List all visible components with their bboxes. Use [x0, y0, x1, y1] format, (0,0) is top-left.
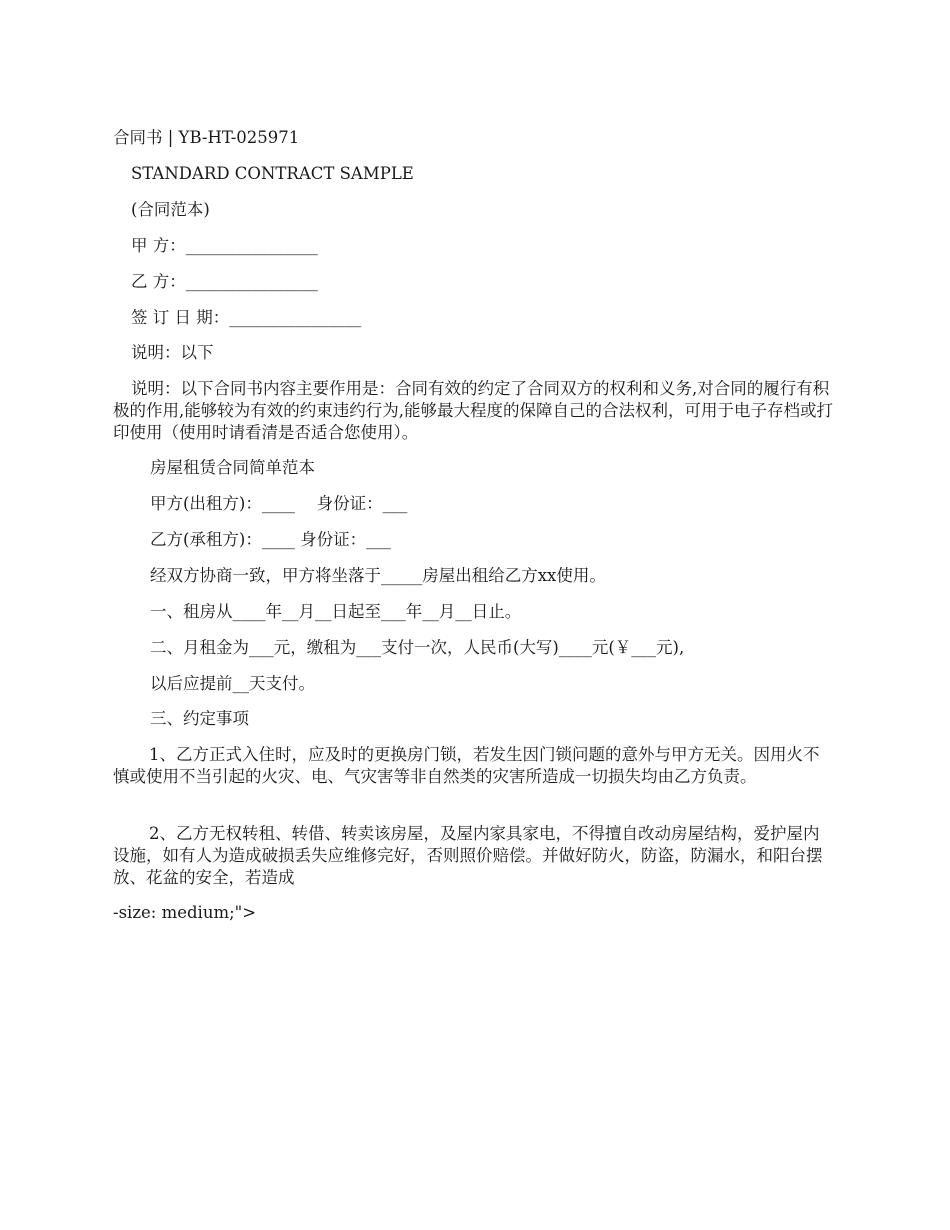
item-2-paragraph: 2、乙方无权转租、转借、转卖该房屋，及屋内家具家电，不得擅自改动房屋结构，爱护屋内设施，如有人为造成破损丢失应维修完好，否则照价赔偿。并做好防火，防盗，防漏水，和阳台摆放、花盆的安全，若造成: [113, 824, 823, 887]
note-paragraph: 说明：以下合同书内容主要作用是：合同有效的约定了合同双方的权利和义务,对合同的履行有积极的作用,能够较为有效的约束违约行为,能够最大程度的保障自己的合法权利，可用于电子存档或打印使用（使用时请看清是否适合您使用）。: [113, 379, 833, 442]
clause-1: 一、租房从____年__月__日起至___年__月__日止。: [150, 602, 522, 621]
title-chinese: (合同范本): [131, 200, 210, 219]
party-b-field: 乙 方：________________: [131, 272, 318, 291]
lessee-line: 乙方(承租方)：____ 身份证：___: [150, 530, 391, 549]
lessor-line: 甲方(出租方)：____ 身份证：___: [150, 494, 408, 513]
clause-2: 二、月租金为___元，缴租为___支付一次，人民币(大写)____元(￥___元),: [150, 638, 685, 657]
agreement-line: 经双方协商一致，甲方将坐落于_____房屋出租给乙方xx使用。: [150, 566, 606, 585]
title-english: STANDARD CONTRACT SAMPLE: [131, 164, 414, 183]
note-short: 说明：以下: [131, 343, 214, 362]
item-1-paragraph: 1、乙方正式入住时，应及时的更换房门锁，若发生因门锁问题的意外与甲方无关。因用火不慎或使用不当引起的火灾、电、气灾害等非自然类的灾害所造成一切损失均由乙方负责。: [113, 745, 820, 786]
stray-markup-text: -size: medium;">: [113, 903, 257, 922]
sign-date-field: 签 订 日 期：________________: [131, 308, 362, 327]
clause-3-heading: 三、约定事项: [150, 709, 249, 728]
clause-2-continued: 以后应提前__天支付。: [150, 674, 315, 693]
party-a-field: 甲 方：________________: [131, 236, 318, 255]
contract-title: 房屋租赁合同简单范本: [150, 458, 315, 477]
document-id-header: 合同书 | YB-HT-025971: [113, 128, 300, 147]
